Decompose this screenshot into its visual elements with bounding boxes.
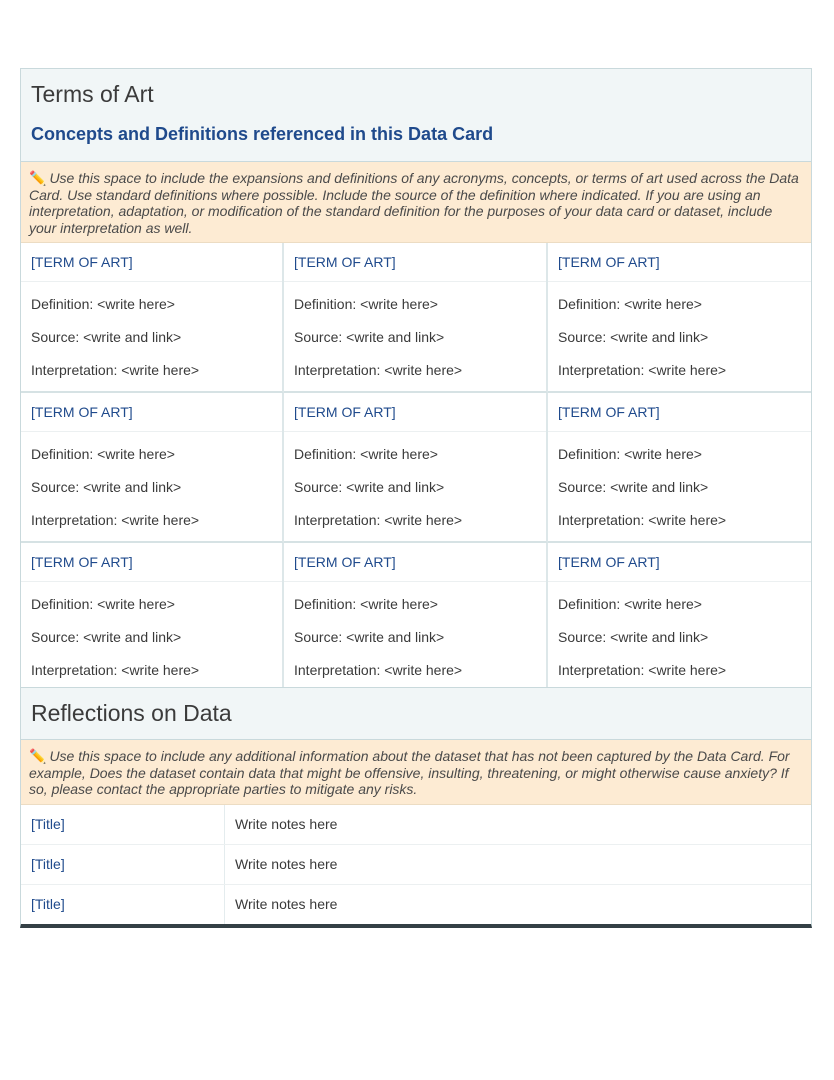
- term-body: [548, 582, 811, 691]
- reflections-header: [21, 688, 811, 740]
- term-interpretation[interactable]: Interpretation: <write here>: [31, 362, 200, 378]
- term-definition[interactable]: Definition: <write here>: [558, 296, 702, 312]
- reflection-row: [21, 805, 811, 845]
- reflections-section: [20, 687, 812, 928]
- term-card: [548, 243, 811, 393]
- term-source[interactable]: Source: <write and link>: [31, 629, 182, 645]
- terms-title: Terms of Art: [31, 81, 154, 107]
- term-definition[interactable]: Definition: <write here>: [31, 296, 175, 312]
- term-interpretation[interactable]: Interpretation: <write here>: [558, 662, 727, 678]
- term-interpretation[interactable]: Interpretation: <write here>: [294, 512, 463, 528]
- term-body: [284, 582, 546, 691]
- term-body: [284, 432, 546, 541]
- terms-note-text: Use this space to include the expansions and definitions of any acronyms, concepts, or terms of art used across the Data Card. Use standard definitions where possible. Include the source of the definition where indicated. If you are using an interpretation, adaptation, or modification of the standard definition for the purposes of your data card or dataset, include your interpretation as well.: [29, 170, 799, 236]
- reflection-title[interactable]: [Title]: [21, 845, 225, 884]
- term-body: [21, 282, 282, 391]
- term-definition[interactable]: Definition: <write here>: [558, 596, 702, 612]
- term-body: [284, 282, 546, 391]
- term-card: [284, 393, 548, 543]
- term-source[interactable]: Source: <write and link>: [31, 479, 182, 495]
- term-heading[interactable]: [TERM OF ART]: [284, 393, 546, 432]
- term-body: [548, 432, 811, 541]
- terms-subtitle: Concepts and Definitions referenced in this Data Card: [31, 124, 494, 144]
- term-source[interactable]: Source: <write and link>: [31, 329, 182, 345]
- term-card: [21, 393, 284, 543]
- reflections-guidance-note: [21, 740, 811, 805]
- term-heading[interactable]: [TERM OF ART]: [21, 543, 282, 582]
- term-source[interactable]: Source: <write and link>: [294, 329, 445, 345]
- pencil-icon: ✏️: [29, 748, 47, 764]
- term-definition[interactable]: Definition: <write here>: [558, 446, 702, 462]
- term-heading[interactable]: [TERM OF ART]: [284, 543, 546, 582]
- terms-guidance-note: [21, 162, 811, 243]
- term-definition[interactable]: Definition: <write here>: [294, 296, 438, 312]
- term-interpretation[interactable]: Interpretation: <write here>: [31, 512, 200, 528]
- reflection-title[interactable]: [Title]: [21, 805, 225, 844]
- terms-of-art-section: [20, 68, 812, 695]
- term-card: [21, 243, 284, 393]
- term-definition[interactable]: Definition: <write here>: [294, 596, 438, 612]
- reflection-notes[interactable]: Write notes here: [235, 855, 338, 872]
- term-heading[interactable]: [TERM OF ART]: [548, 393, 811, 432]
- term-card: [548, 393, 811, 543]
- term-card: [548, 543, 811, 691]
- reflection-title[interactable]: [Title]: [21, 885, 225, 924]
- term-source[interactable]: Source: <write and link>: [294, 479, 445, 495]
- term-heading[interactable]: [TERM OF ART]: [21, 243, 282, 282]
- term-heading[interactable]: [TERM OF ART]: [284, 243, 546, 282]
- term-card: [284, 243, 548, 393]
- term-card: [284, 543, 548, 691]
- reflection-row: [21, 885, 811, 924]
- reflection-notes[interactable]: Write notes here: [235, 895, 338, 912]
- reflections-title: Reflections on Data: [31, 700, 232, 726]
- term-body: [21, 432, 282, 541]
- pencil-icon: ✏️: [29, 170, 47, 186]
- reflection-row: [21, 845, 811, 885]
- term-definition[interactable]: Definition: <write here>: [31, 446, 175, 462]
- term-definition[interactable]: Definition: <write here>: [294, 446, 438, 462]
- term-interpretation[interactable]: Interpretation: <write here>: [558, 362, 727, 378]
- term-body: [548, 282, 811, 391]
- reflections-rows: [21, 805, 811, 924]
- terms-grid: [21, 243, 811, 691]
- terms-header: [21, 69, 811, 162]
- reflections-note-text: Use this space to include any additional information about the dataset that has not been captured by the Data Card. For example, Does the dataset contain data that might be offensive, insulting, threatening, or might otherwise cause anxiety? If so, please contact the appropriate parties to mitigate any risks.: [29, 748, 790, 797]
- term-heading[interactable]: [TERM OF ART]: [548, 543, 811, 582]
- term-interpretation[interactable]: Interpretation: <write here>: [294, 662, 463, 678]
- term-source[interactable]: Source: <write and link>: [558, 629, 709, 645]
- term-interpretation[interactable]: Interpretation: <write here>: [294, 362, 463, 378]
- term-interpretation[interactable]: Interpretation: <write here>: [558, 512, 727, 528]
- term-interpretation[interactable]: Interpretation: <write here>: [31, 662, 200, 678]
- term-source[interactable]: Source: <write and link>: [558, 479, 709, 495]
- term-body: [21, 582, 282, 691]
- term-card: [21, 543, 284, 691]
- term-definition[interactable]: Definition: <write here>: [31, 596, 175, 612]
- term-heading[interactable]: [TERM OF ART]: [548, 243, 811, 282]
- term-heading[interactable]: [TERM OF ART]: [21, 393, 282, 432]
- term-source[interactable]: Source: <write and link>: [294, 629, 445, 645]
- reflection-notes[interactable]: Write notes here: [235, 815, 338, 832]
- term-source[interactable]: Source: <write and link>: [558, 329, 709, 345]
